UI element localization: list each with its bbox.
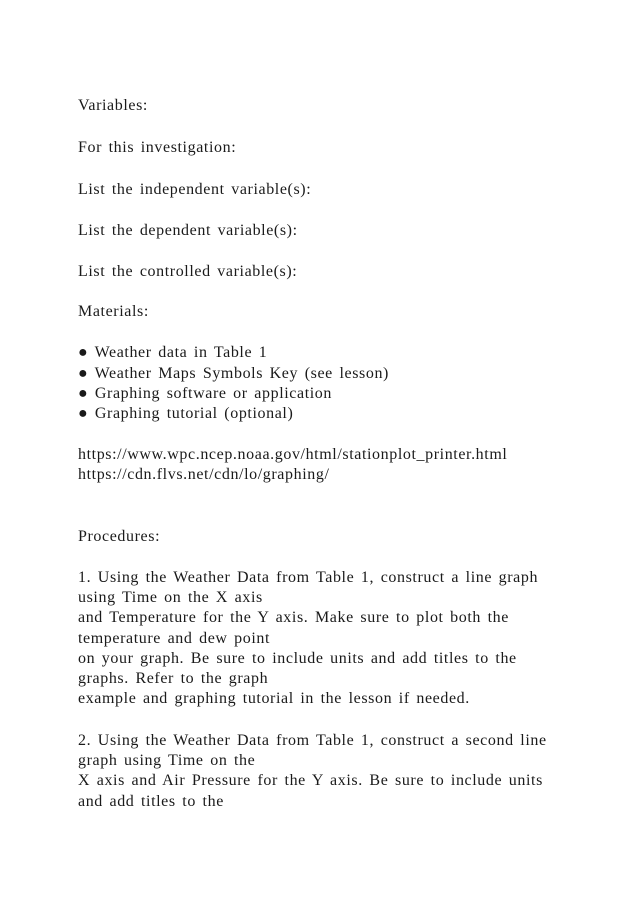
controlled-variable-prompt: List the controlled variable(s): — [78, 263, 298, 280]
procedure-2-line: and add titles to the — [78, 793, 224, 810]
procedure-1-line: graphs. Refer to the graph — [78, 670, 269, 687]
procedures-heading: Procedures: — [78, 528, 161, 545]
procedure-2-line: X axis and Air Pressure for the Y axis. Be sure to include units — [78, 772, 543, 789]
procedure-2-line: graph using Time on the — [78, 752, 256, 769]
materials-list-item: ● Weather data in Table 1 — [78, 344, 268, 361]
procedure-1-line: and Temperature for the Y axis. Make sure to plot both the — [78, 609, 509, 626]
procedure-1-line: temperature and dew point — [78, 630, 271, 647]
procedure-1-line: using Time on the X axis — [78, 589, 263, 606]
procedure-1-line: on your graph. Be sure to include units and add titles to the — [78, 650, 517, 667]
materials-list-item: ● Weather Maps Symbols Key (see lesson) — [78, 365, 389, 382]
materials-heading: Materials: — [78, 303, 149, 320]
reference-link[interactable]: https://www.wpc.ncep.noaa.gov/html/stationplot_printer.html — [78, 446, 508, 463]
procedure-2-line: 2. Using the Weather Data from Table 1, construct a second line — [78, 732, 547, 749]
independent-variable-prompt: List the independent variable(s): — [78, 181, 312, 198]
materials-list-item: ● Graphing software or application — [78, 385, 332, 402]
procedure-1-line: example and graphing tutorial in the lesson if needed. — [78, 690, 470, 707]
procedure-1-line: 1. Using the Weather Data from Table 1, construct a line graph — [78, 569, 539, 586]
variables-heading: Variables: — [78, 97, 148, 114]
reference-link[interactable]: https://cdn.flvs.net/cdn/lo/graphing/ — [78, 466, 330, 483]
investigation-label: For this investigation: — [78, 139, 237, 156]
dependent-variable-prompt: List the dependent variable(s): — [78, 222, 298, 239]
materials-list-item: ● Graphing tutorial (optional) — [78, 405, 294, 422]
